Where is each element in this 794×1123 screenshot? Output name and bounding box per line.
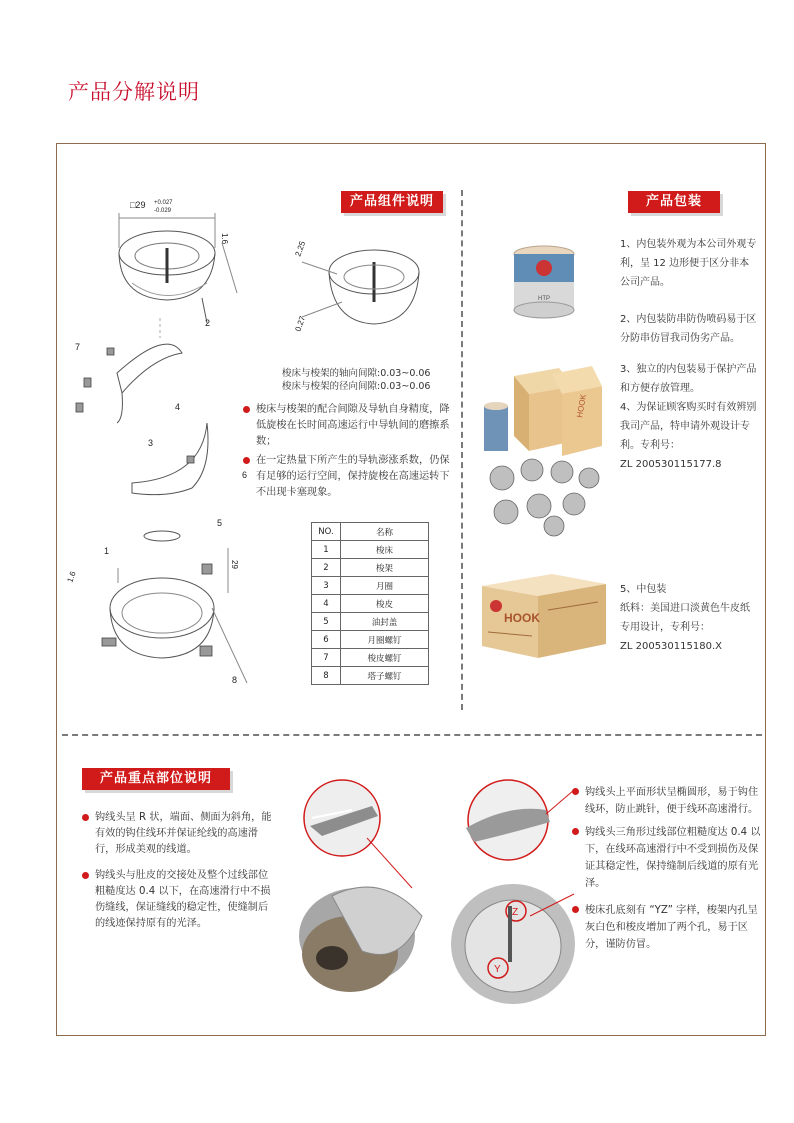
keyparts-right-bullet-3: 梭床孔底刻有 “YZ” 字样，梭架内孔呈灰白色和梭皮增加了两个孔，易于区分，谨防仿冒。 [572,902,766,953]
table-row [312,667,429,685]
table-cell: 月圈 [341,577,429,595]
table-row [312,541,429,559]
svg-text:□29: □29 [130,200,146,210]
packaging-item-5 [620,580,758,656]
keyparts-left-bullet-1: 钩线头呈 R 状，端面、侧面为斜角，能有效的钩住线环并保证纶线的高速滑行，形成美观的线道。 [82,810,274,858]
table-cell: 梭床 [341,541,429,559]
svg-text:1: 1 [104,546,110,556]
table-cell: 2 [312,559,341,577]
exploded-drawing [62,188,262,698]
axial-clearance: 梭床与梭架的轴向间隙:0.03~0.06 [282,368,431,379]
table-row [312,595,429,613]
vertical-divider [461,190,463,710]
components-tag: 产品组件说明 [341,191,443,213]
item5-line-1: 5、中包装 [620,584,667,595]
carton-photo [482,574,606,658]
page-title: 产品分解说明 [68,80,200,104]
table-cell: 梭架 [341,559,429,577]
table-cell: 1 [312,541,341,559]
parts-table-header [312,523,429,541]
table-cell: 6 [312,631,341,649]
table-cell: 月圈螺钉 [341,631,429,649]
svg-text:2.25: 2.25 [293,239,308,258]
patent-number-1: ZL 200530115177.8 [620,459,722,470]
svg-text:29: 29 [230,560,239,569]
components-bullet-1: 梭床与梭架的配合间隙及导轨自身精度，降低旋梭在长时间高速运行中导轨间的磨擦系数； [243,402,455,450]
engrave-y: Y [494,964,501,975]
hook-photo-right [438,776,576,1012]
components-bullet-2: 在一定热量下所产生的导轨澎涨系数，仍保有足够的运行空间，保持旋梭在高速运转下不出现卡塞现象。 [243,453,455,501]
svg-text:-0.029: -0.029 [154,208,172,214]
keyparts-right-bullets [572,784,766,956]
svg-text:1.6: 1.6 [220,233,229,245]
horizontal-divider [62,734,762,736]
item5-line-2: 纸料：美国进口淡黄色牛皮纸 [620,603,750,614]
parts-table [311,522,429,685]
packaging-item-1: 1、内包装外观为本公司外观专利，呈 12 边形便于区分非本公司产品。 [620,239,757,288]
table-cell: 5 [312,613,341,631]
table-cell: 梭皮 [341,595,429,613]
table-header-name: 名称 [341,523,429,541]
hook-photo-left [292,776,442,1012]
packaging-tag: 产品包装 [628,191,720,213]
radial-clearance: 梭床与梭架的径向间隙:0.03~0.06 [282,381,431,392]
packaging-item-4: 4、为保证顾客购买时有效辨别我司产品，特申请外观设计专利。专利号： [620,402,757,451]
table-row [312,577,429,595]
svg-text:HTP: HTP [538,296,550,302]
keyparts-left-bullets [82,810,274,935]
svg-text:5: 5 [217,518,223,528]
table-row [312,631,429,649]
table-cell: 8 [312,667,341,685]
svg-text:3: 3 [148,438,154,448]
box-label: HOOK [504,611,540,625]
keyparts-tag: 产品重点部位说明 [82,768,230,790]
table-cell: 油封盖 [341,613,429,631]
keyparts-left-bullet-2: 钩线头与肚皮的交接处及整个过线部位粗糙度达 0.4 以下，在高速滑行中不损伤缝线，保证缝线的稳定性，使缝制后的线迹保持原有的光泽。 [82,868,274,932]
packaging-item-2: 2、内包装防串防伪喷码易于区分防串仿冒我司伪劣产品。 [620,314,757,344]
svg-text:+0.027: +0.027 [154,200,173,206]
table-row [312,559,429,577]
clearance-drawing [282,222,452,352]
table-cell: 塔子螺钉 [341,667,429,685]
svg-text:1.6: 1.6 [65,570,78,584]
svg-text:0.27: 0.27 [293,314,308,333]
inner-package-photo [506,242,582,328]
table-cell: 梭皮螺钉 [341,649,429,667]
product-group-photo [484,366,606,540]
keyparts-right-bullet-2: 钩线头三角形过线部位粗糙度达 0.4 以下，在线环高速滑行中不受到损伤及保证其稳定性，保持缝制后线道的原有光泽。 [572,824,766,892]
svg-text:8: 8 [232,675,238,685]
svg-text:6: 6 [242,470,248,480]
svg-text:2: 2 [205,318,211,328]
components-bullets [243,402,455,504]
keyparts-right-bullet-1: 钩线头上平面形状呈椭圆形，易于钩住线环，防止跳针，便于线环高速滑行。 [572,784,766,818]
svg-text:7: 7 [75,342,81,352]
table-cell: 3 [312,577,341,595]
clearance-notes [282,367,457,393]
packaging-list [620,235,758,486]
table-row [312,649,429,667]
patent-number-2: ZL 200530115180.X [620,641,722,652]
engrave-z: Z [512,907,519,918]
packaging-item-3: 3、独立的内包装易于保护产品和方便存放管理。 [620,364,757,394]
table-row [312,613,429,631]
table-header-no: NO. [312,523,341,541]
item5-line-3: 专用设计，专利号： [620,622,710,633]
svg-text:HOOK: HOOK [575,393,589,419]
svg-text:4: 4 [175,402,181,412]
table-cell: 4 [312,595,341,613]
table-cell: 7 [312,649,341,667]
